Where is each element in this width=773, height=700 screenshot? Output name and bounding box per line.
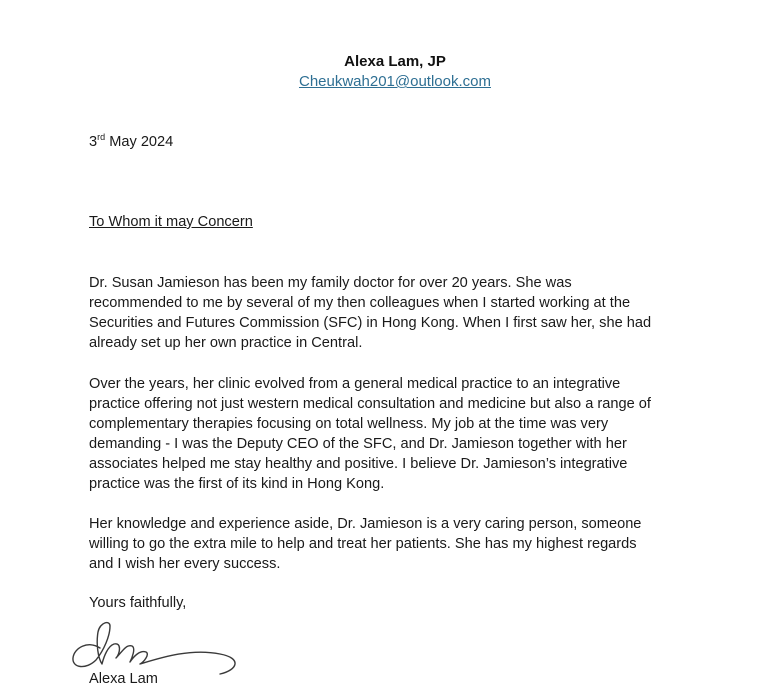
paragraph-line: recommended to me by several of my then colleagues when I started working at the <box>89 295 631 311</box>
paragraph-line: Securities and Futures Commission (SFC) in Hong Kong. When I first saw her, she had <box>89 315 652 331</box>
paragraph-line: willing to go the extra mile to help and treat her patients. She has my highest regards <box>89 536 637 552</box>
salutation: To Whom it may Concern <box>89 214 253 230</box>
date-suffix: rd <box>97 132 106 142</box>
paragraph-line: complementary therapies focusing on total wellness. My job at the time was very <box>89 416 609 432</box>
paragraph-line: and I wish her every success. <box>89 556 281 572</box>
date-month-year: May 2024 <box>105 134 174 150</box>
letter-date <box>89 132 173 152</box>
paragraph-line: associates helped me stay healthy and positive. I believe Dr. Jamieson’s integrative <box>89 456 628 472</box>
paragraph-line: Her knowledge and experience aside, Dr. Jamieson is a very caring person, someone <box>89 516 642 532</box>
signature-icon <box>70 618 250 676</box>
closing: Yours faithfully, <box>89 595 187 611</box>
paragraph-1 <box>89 273 651 353</box>
letterhead <box>0 52 773 92</box>
sender-email-link[interactable]: Cheukwah201@outlook.com <box>298 73 491 90</box>
paragraph-line: Over the years, her clinic evolved from a general medical practice to an integrative <box>89 376 621 392</box>
paragraph-line: demanding - I was the Deputy CEO of the SFC, and Dr. Jamieson together with her <box>89 436 627 452</box>
paragraph-line: practice was the first of its kind in Hong Kong. <box>89 476 385 492</box>
paragraph-line: practice offering not just western medical consultation and medicine but also a range of <box>89 396 651 412</box>
paragraph-line: already set up her own practice in Central. <box>89 335 363 351</box>
paragraph-2 <box>89 374 651 494</box>
paragraph-line: Dr. Susan Jamieson has been my family doctor for over 20 years. She was <box>89 275 572 291</box>
signer-name: Alexa Lam <box>89 671 158 687</box>
date-day: 3 <box>89 134 98 150</box>
sender-name: Alexa Lam, JP <box>344 53 446 70</box>
paragraph-3 <box>89 514 641 574</box>
